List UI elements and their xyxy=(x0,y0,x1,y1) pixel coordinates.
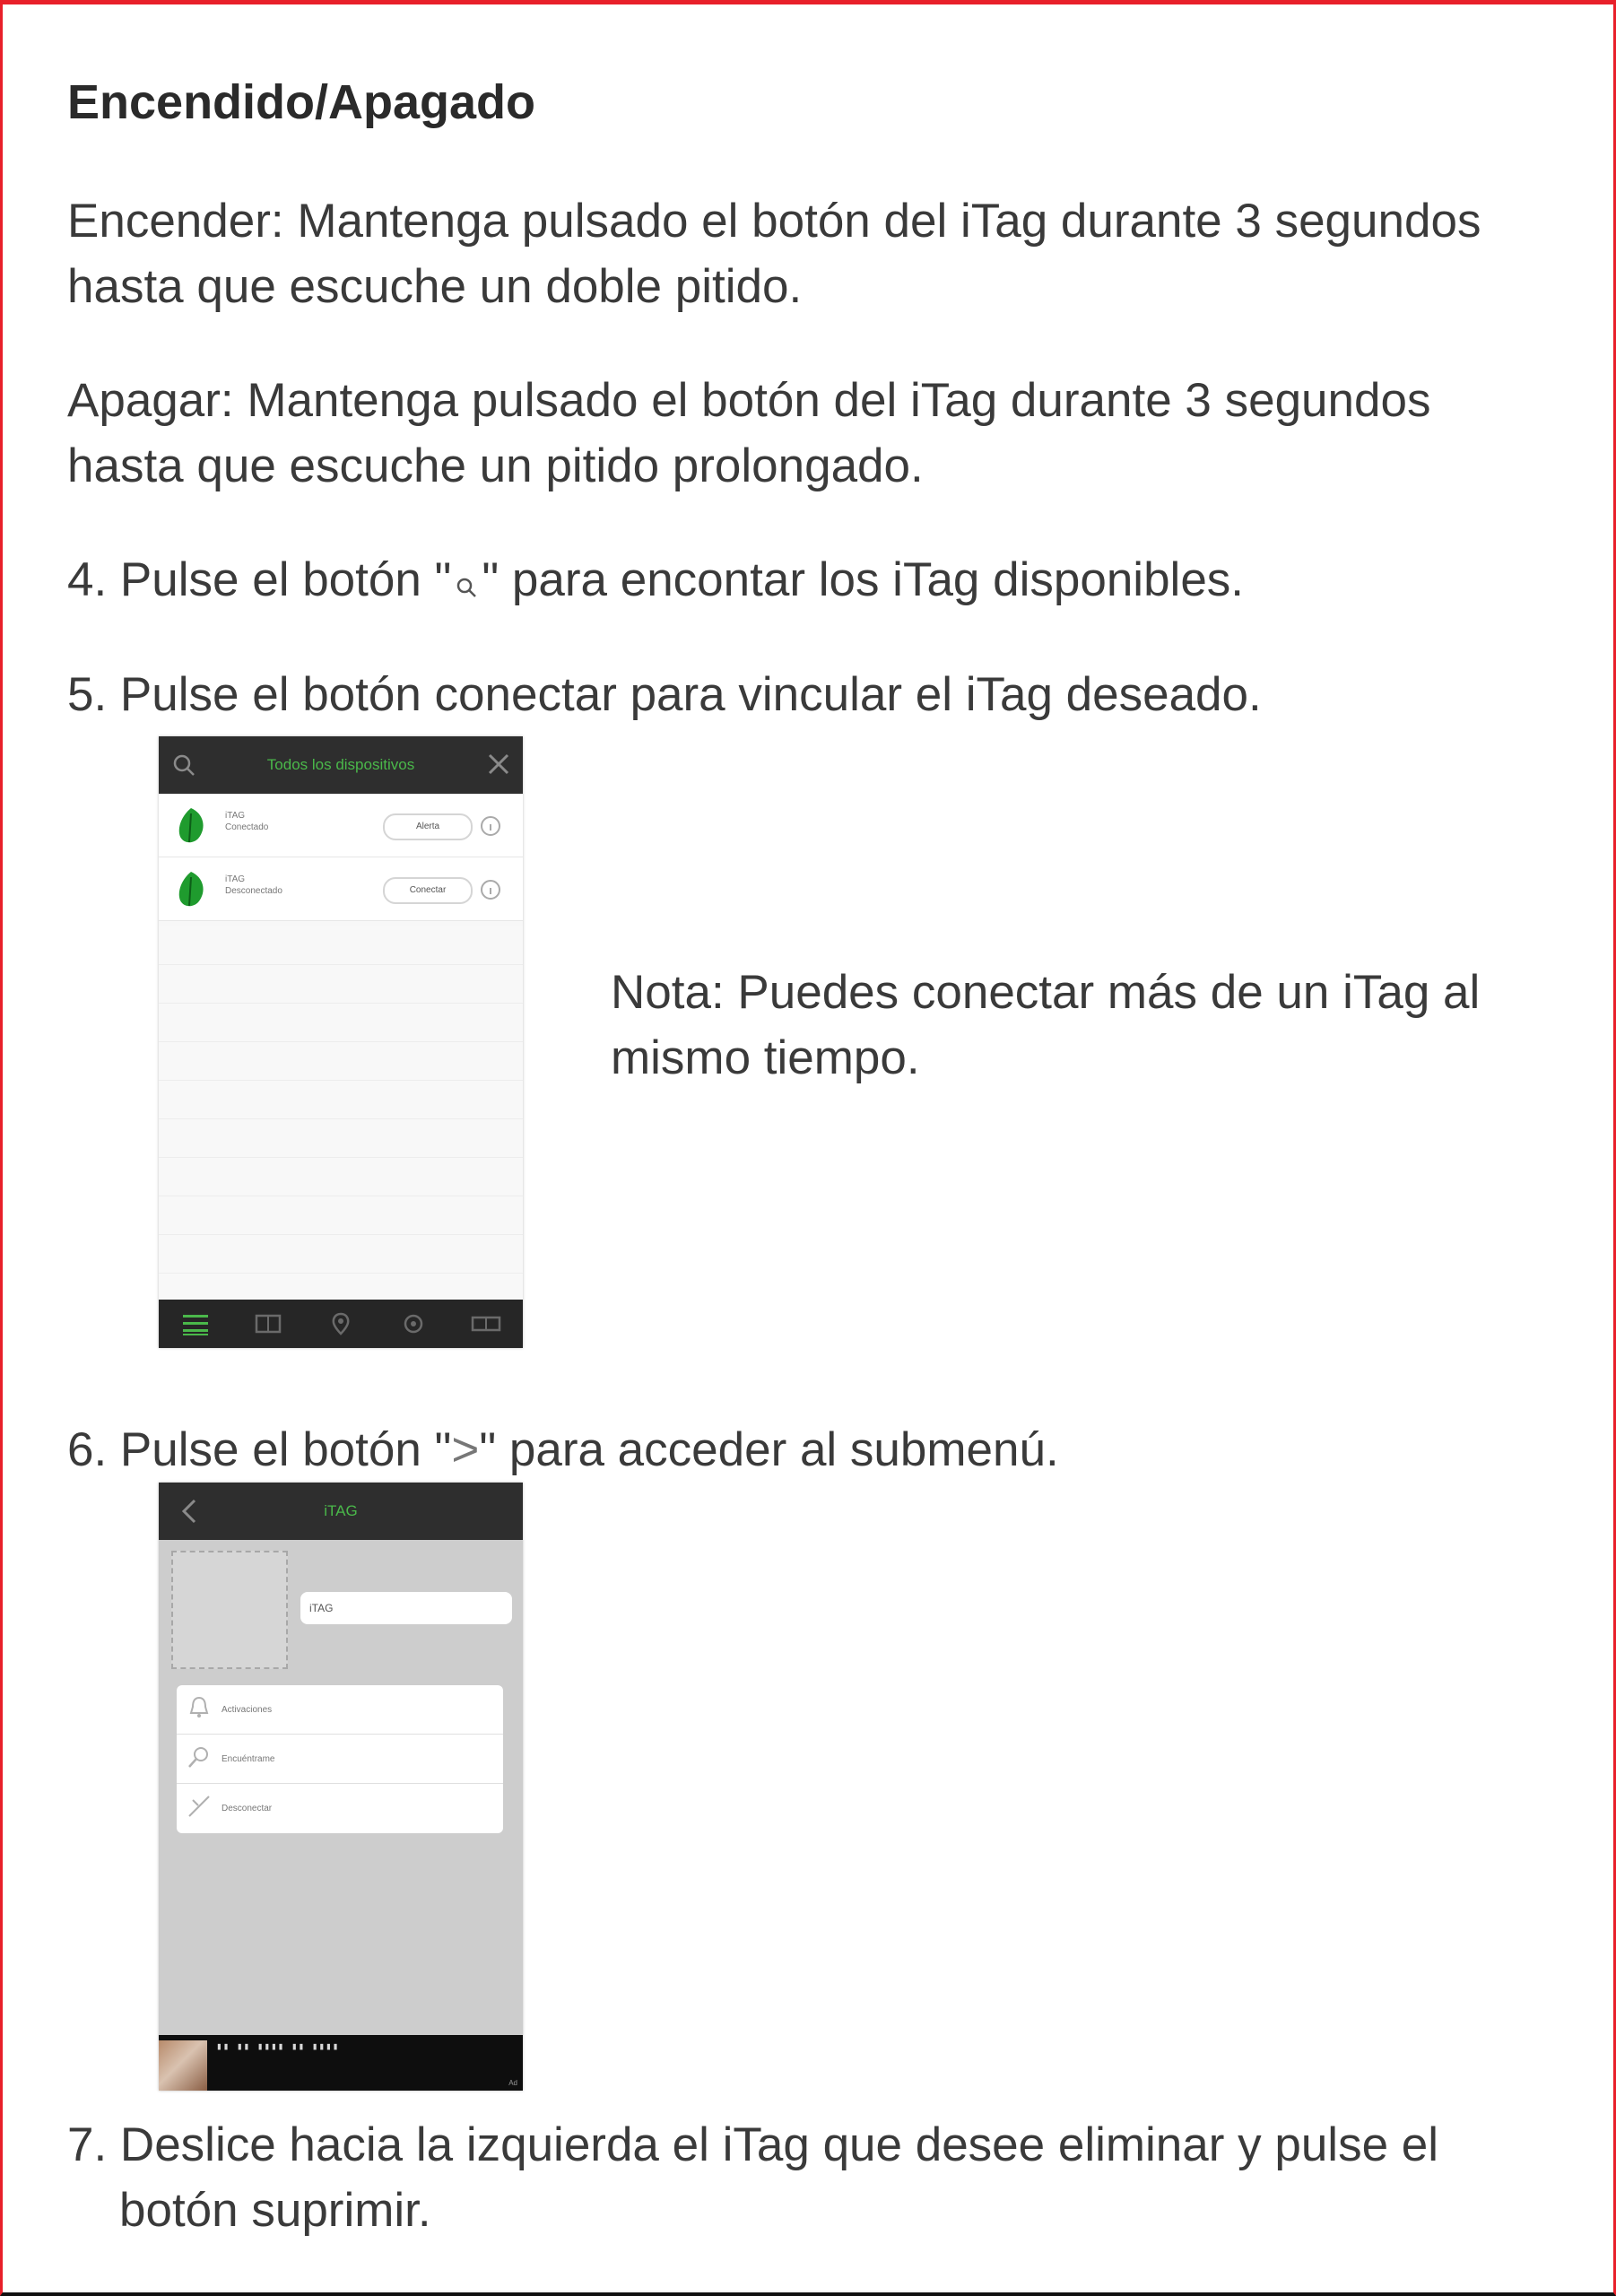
leaf-icon xyxy=(173,806,209,850)
ad-text: ▮▮ ▮▮ ▮▮▮▮ ▮▮ ▮▮▮▮ xyxy=(216,2040,340,2052)
device-row xyxy=(159,794,523,857)
menu-item-find-me[interactable] xyxy=(177,1735,503,1784)
device-status: Desconectado xyxy=(225,886,282,896)
power-off-instruction: Apagar: Mantenga pulsado el botón del iTag durante 3 segundos hasta que escuche un pitido prolongado. xyxy=(67,374,1431,492)
ad-thumbnail xyxy=(159,2040,207,2091)
step-5: 5. Pulse el botón conectar para vincular el iTag deseado. xyxy=(67,668,1262,721)
step-6-text-before: 6. Pulse el botón " xyxy=(67,1423,452,1476)
device-name: iTAG xyxy=(225,811,246,821)
device-list-screenshot xyxy=(159,736,523,1348)
ad-tag: Ad xyxy=(508,2079,517,2087)
submenu-list xyxy=(177,1685,503,1833)
settings-icon[interactable] xyxy=(392,1306,435,1342)
info-icon xyxy=(480,815,501,841)
step-4-text-before: 4. Pulse el botón " xyxy=(67,553,452,606)
app-title: Todos los dispositivos xyxy=(266,756,415,773)
app-topbar xyxy=(159,1483,523,1540)
ad-banner[interactable] xyxy=(159,2035,523,2091)
menu-item-activations[interactable] xyxy=(177,1685,503,1735)
book-icon[interactable] xyxy=(465,1306,508,1342)
step-7 xyxy=(67,2112,1538,2243)
device-name-field[interactable]: iTAG xyxy=(300,1592,512,1624)
unlink-icon xyxy=(186,1793,213,1824)
note: Nota: Puedes conectar más de un iTag al mismo tiempo. xyxy=(611,966,1481,1084)
app-tabbar xyxy=(159,1300,523,1348)
device-name: iTAG xyxy=(225,874,246,884)
step-7-line-2: botón suprimir. xyxy=(119,2184,431,2237)
alert-button[interactable]: Alerta xyxy=(383,813,473,840)
connect-button[interactable]: Conectar xyxy=(383,877,473,904)
device-submenu-screenshot xyxy=(159,1483,523,2091)
step-6-text-after: " para acceder al submenú. xyxy=(479,1423,1059,1476)
app-title: iTAG xyxy=(324,1502,358,1519)
photo-placeholder[interactable] xyxy=(171,1551,288,1669)
step-7-line-1: 7. Deslice hacia la izquierda el iTag que desee eliminar y pulse el xyxy=(67,2118,1439,2171)
step-4-text-after: " para encontar los iTag disponibles. xyxy=(482,553,1245,606)
section-heading: Encendido/Apagado xyxy=(67,75,536,129)
bell-icon xyxy=(186,1694,213,1726)
close-icon xyxy=(485,751,512,782)
list-icon[interactable] xyxy=(174,1306,217,1342)
chevron-right-symbol: > xyxy=(451,1423,480,1476)
step-6 xyxy=(67,1417,1059,1483)
location-icon[interactable] xyxy=(319,1306,362,1342)
gallery-icon[interactable] xyxy=(247,1306,290,1342)
app-topbar xyxy=(159,736,523,794)
menu-item-label: Desconectar xyxy=(222,1804,273,1813)
power-on-instruction: Encender: Mantenga pulsado el botón del iTag durante 3 segundos hasta que escuche un doble pitido. xyxy=(67,195,1481,313)
device-row xyxy=(159,857,523,921)
leaf-icon xyxy=(173,870,209,914)
menu-item-label: Activaciones xyxy=(222,1704,273,1715)
device-status: Conectado xyxy=(225,822,269,832)
menu-item-disconnect[interactable] xyxy=(177,1784,503,1833)
step-4 xyxy=(67,547,1244,616)
empty-list-area xyxy=(159,926,523,1300)
info-icon xyxy=(480,879,501,905)
menu-item-label: Encuéntrame xyxy=(222,1753,275,1764)
search-icon xyxy=(186,1744,213,1775)
search-icon xyxy=(455,551,478,616)
